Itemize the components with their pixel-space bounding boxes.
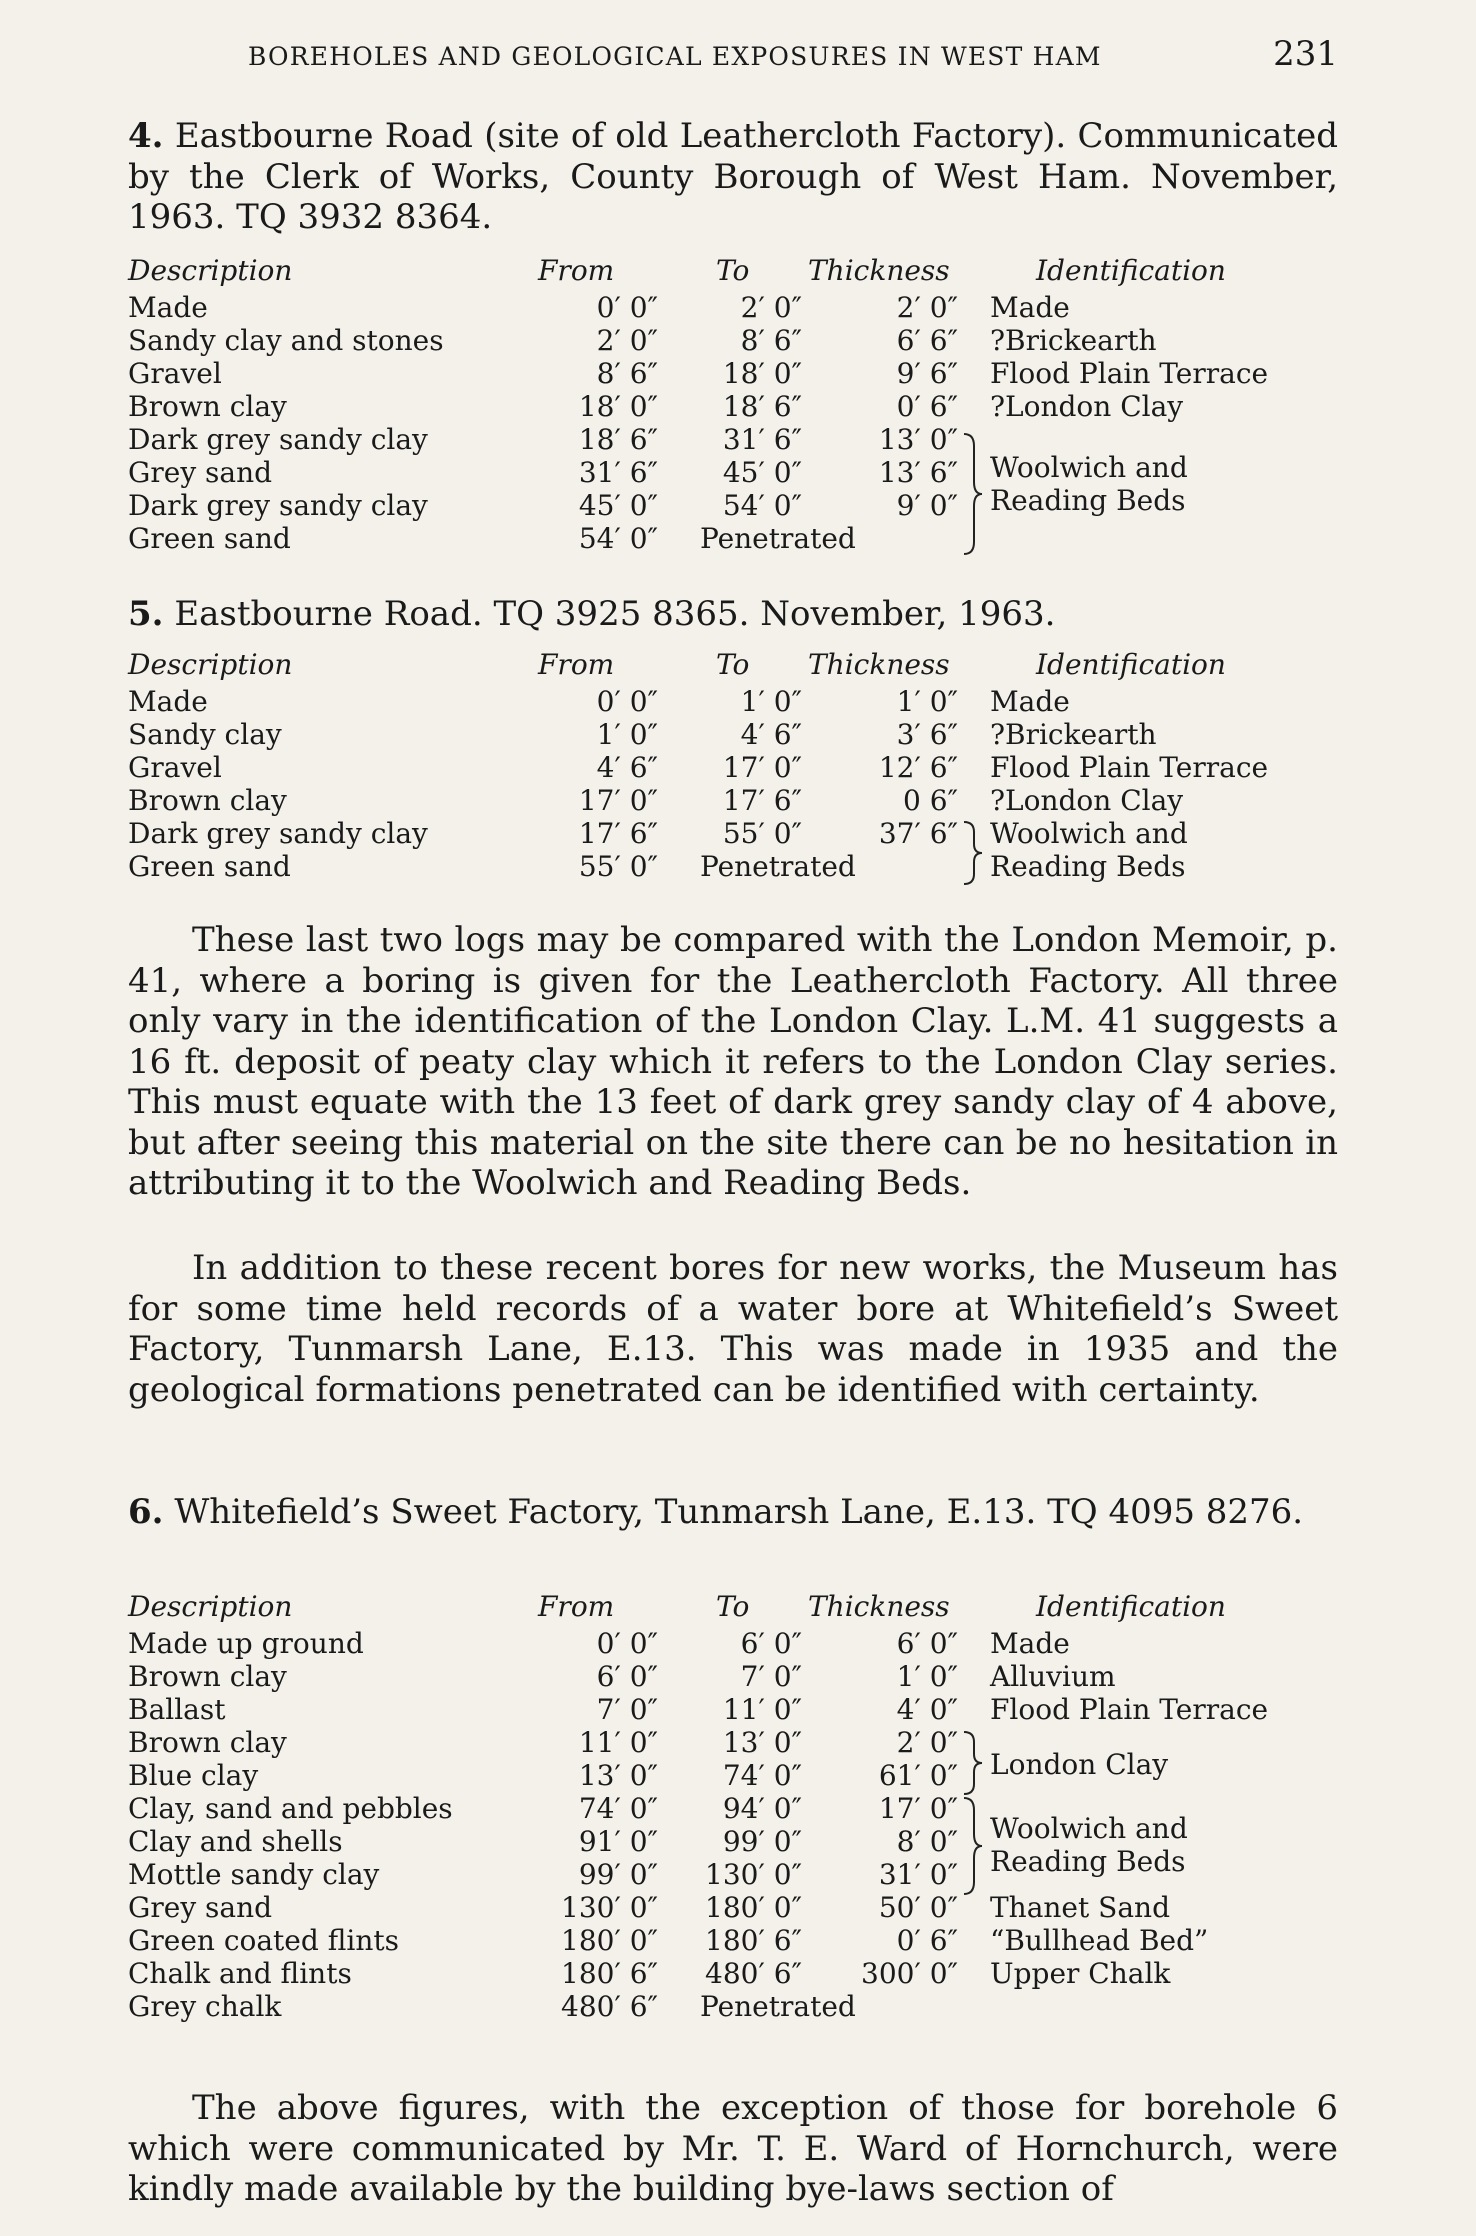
table-row bbox=[128, 324, 1348, 357]
cell-identification: ?Brickearth bbox=[990, 324, 1157, 357]
cell-description: Clay and shells bbox=[128, 1825, 343, 1858]
cell-thickness: 17′ 0″ bbox=[878, 1792, 958, 1825]
section-heading-text: Whitefield’s Sweet Factory, Tunmarsh Lane, E.13. TQ 4095 8276. bbox=[174, 1492, 1304, 1532]
cell-from: 17′ 0″ bbox=[578, 784, 658, 817]
cell-to: 8′ 6″ bbox=[740, 324, 802, 357]
table-row bbox=[128, 1693, 1348, 1726]
cell-description: Ballast bbox=[128, 1693, 226, 1726]
cell-from: 6′ 0″ bbox=[596, 1660, 658, 1693]
cell-thickness: 37′ 6″ bbox=[878, 817, 958, 850]
table-row bbox=[128, 751, 1348, 784]
cell-to: 1′ 0″ bbox=[740, 685, 802, 718]
paragraph-acknowledgement: The above figures, with the exception of those for borehole 6 which were communicated by Mr. T. E. Ward of Hornchurch, were kindly made available by the building bye-laws section of bbox=[128, 2088, 1338, 2209]
cell-to: 45′ 0″ bbox=[722, 456, 802, 489]
cell-description: Mottle sandy clay bbox=[128, 1858, 380, 1891]
table-row bbox=[128, 784, 1348, 817]
cell-from: 4′ 6″ bbox=[596, 751, 658, 784]
cell-from: 8′ 6″ bbox=[596, 357, 658, 390]
cell-from: 0′ 0″ bbox=[596, 1627, 658, 1660]
cell-description: Sandy clay and stones bbox=[128, 324, 444, 357]
cell-thickness: 13′ 6″ bbox=[878, 456, 958, 489]
section-heading-text: Eastbourne Road. TQ 3925 8365. November, 1963. bbox=[174, 594, 1056, 634]
cell-to: 480′ 6″ bbox=[705, 1957, 802, 1990]
cell-identification: Flood Plain Terrace bbox=[990, 357, 1269, 390]
cell-thickness: 1′ 0″ bbox=[896, 1660, 958, 1693]
cell-identification: Flood Plain Terrace bbox=[990, 751, 1269, 784]
column-header-identification: Identification bbox=[1036, 1590, 1226, 1623]
cell-from: 55′ 0″ bbox=[578, 850, 658, 883]
brace-icon bbox=[960, 820, 984, 886]
cell-to: 94′ 0″ bbox=[722, 1792, 802, 1825]
column-header-from: From bbox=[538, 254, 615, 287]
cell-to: 7′ 0″ bbox=[740, 1660, 802, 1693]
cell-to: 55′ 0″ bbox=[722, 817, 802, 850]
cell-to: 17′ 0″ bbox=[722, 751, 802, 784]
cell-thickness: 2′ 0″ bbox=[896, 1726, 958, 1759]
cell-to: 2′ 0″ bbox=[740, 291, 802, 324]
cell-thickness: 0′ 6″ bbox=[896, 390, 958, 423]
cell-penetrated: Penetrated bbox=[700, 1990, 856, 2023]
cell-identification: “Bullhead Bed” bbox=[990, 1924, 1209, 1957]
cell-thickness: 61′ 0″ bbox=[878, 1759, 958, 1792]
cell-identification: Alluvium bbox=[990, 1660, 1116, 1693]
cell-from: 180′ 6″ bbox=[561, 1957, 658, 1990]
cell-description: Chalk and flints bbox=[128, 1957, 352, 1990]
cell-from: 31′ 6″ bbox=[578, 456, 658, 489]
cell-from: 0′ 0″ bbox=[596, 291, 658, 324]
cell-thickness: 300′ 0″ bbox=[861, 1957, 958, 1990]
table-row bbox=[128, 1891, 1348, 1924]
cell-from: 54′ 0″ bbox=[578, 522, 658, 555]
cell-to: 11′ 0″ bbox=[722, 1693, 802, 1726]
group-ident-line: Woolwich and bbox=[990, 1812, 1188, 1845]
section-number: 4. bbox=[128, 116, 164, 156]
table-row bbox=[128, 685, 1348, 718]
group-ident-line: Woolwich and bbox=[990, 451, 1188, 484]
cell-from: 18′ 0″ bbox=[578, 390, 658, 423]
column-header-to: To bbox=[716, 254, 750, 287]
cell-identification: ?London Clay bbox=[990, 784, 1184, 817]
cell-to: 180′ 0″ bbox=[705, 1891, 802, 1924]
cell-thickness: 0′ 6″ bbox=[896, 1924, 958, 1957]
cell-thickness: 1′ 0″ bbox=[896, 685, 958, 718]
cell-thickness: 0 6″ bbox=[903, 784, 958, 817]
cell-from: 1′ 0″ bbox=[596, 718, 658, 751]
brace-icon bbox=[960, 1730, 984, 1796]
cell-identification: Made bbox=[990, 1627, 1070, 1660]
cell-description: Brown clay bbox=[128, 784, 287, 817]
column-header-to: To bbox=[716, 1590, 750, 1623]
cell-from: 11′ 0″ bbox=[578, 1726, 658, 1759]
table-row bbox=[128, 1924, 1348, 1957]
cell-description: Gravel bbox=[128, 357, 222, 390]
running-header bbox=[128, 34, 1338, 84]
column-header-description: Description bbox=[128, 254, 293, 287]
table-header-row bbox=[128, 1590, 1348, 1623]
group-ident-line: Reading Beds bbox=[990, 484, 1186, 517]
borehole-6-london-label: London Clay bbox=[990, 1748, 1169, 1781]
table-row bbox=[128, 1990, 1348, 2023]
cell-thickness: 3′ 6″ bbox=[896, 718, 958, 751]
cell-from: 180′ 0″ bbox=[561, 1924, 658, 1957]
cell-description: Brown clay bbox=[128, 390, 287, 423]
cell-identification: Upper Chalk bbox=[990, 1957, 1171, 1990]
cell-description: Gravel bbox=[128, 751, 222, 784]
cell-penetrated: Penetrated bbox=[700, 522, 856, 555]
cell-to: 17′ 6″ bbox=[722, 784, 802, 817]
cell-thickness: 4′ 0″ bbox=[896, 1693, 958, 1726]
cell-from: 99′ 0″ bbox=[578, 1858, 658, 1891]
cell-thickness: 12′ 6″ bbox=[878, 751, 958, 784]
cell-description: Dark grey sandy clay bbox=[128, 423, 428, 456]
group-ident-line: Reading Beds bbox=[990, 1845, 1186, 1878]
column-header-to: To bbox=[716, 648, 750, 681]
cell-identification: Flood Plain Terrace bbox=[990, 1693, 1269, 1726]
cell-description: Clay, sand and pebbles bbox=[128, 1792, 453, 1825]
page-number: 231 bbox=[1273, 34, 1338, 74]
cell-to: 6′ 0″ bbox=[740, 1627, 802, 1660]
column-header-description: Description bbox=[128, 648, 293, 681]
cell-from: 130′ 0″ bbox=[561, 1891, 658, 1924]
cell-thickness: 9′ 6″ bbox=[896, 357, 958, 390]
cell-to: 18′ 0″ bbox=[722, 357, 802, 390]
cell-from: 0′ 0″ bbox=[596, 685, 658, 718]
cell-thickness: 31′ 0″ bbox=[878, 1858, 958, 1891]
column-header-from: From bbox=[538, 648, 615, 681]
group-ident-line: Reading Beds bbox=[990, 850, 1186, 883]
cell-from: 7′ 0″ bbox=[596, 1693, 658, 1726]
table-row bbox=[128, 1660, 1348, 1693]
cell-description: Blue clay bbox=[128, 1759, 259, 1792]
cell-description: Brown clay bbox=[128, 1726, 287, 1759]
column-header-identification: Identification bbox=[1036, 648, 1226, 681]
cell-penetrated: Penetrated bbox=[700, 850, 856, 883]
table-row bbox=[128, 1957, 1348, 1990]
table-row bbox=[128, 291, 1348, 324]
cell-description: Dark grey sandy clay bbox=[128, 817, 428, 850]
cell-to: 180′ 6″ bbox=[705, 1924, 802, 1957]
cell-description: Green sand bbox=[128, 522, 291, 555]
column-header-thickness: Thickness bbox=[808, 1590, 950, 1623]
table-row bbox=[128, 1627, 1348, 1660]
table-header-row bbox=[128, 254, 1348, 287]
brace-icon bbox=[960, 432, 984, 556]
column-header-thickness: Thickness bbox=[808, 648, 950, 681]
cell-description: Green sand bbox=[128, 850, 291, 883]
cell-description: Grey sand bbox=[128, 1891, 273, 1924]
cell-from: 74′ 0″ bbox=[578, 1792, 658, 1825]
cell-thickness: 50′ 0″ bbox=[878, 1891, 958, 1924]
group-ident-line: Woolwich and bbox=[990, 817, 1188, 850]
cell-description: Grey chalk bbox=[128, 1990, 282, 2023]
cell-to: 99′ 0″ bbox=[722, 1825, 802, 1858]
cell-identification: ?London Clay bbox=[990, 390, 1184, 423]
cell-from: 480′ 6″ bbox=[561, 1990, 658, 2023]
paragraph-water-bore: In addition to these recent bores for new works, the Museum has for some time held records of a water bore at Whitefield’s Sweet Factory, Tunmarsh Lane, E.13. This was made in 1935 and the geological formations penetrated can be identified with certainty. bbox=[128, 1248, 1338, 1410]
cell-description: Made bbox=[128, 685, 208, 718]
column-header-description: Description bbox=[128, 1590, 293, 1623]
cell-identification: Made bbox=[990, 685, 1070, 718]
cell-from: 13′ 0″ bbox=[578, 1759, 658, 1792]
cell-thickness: 9′ 0″ bbox=[896, 489, 958, 522]
cell-from: 17′ 6″ bbox=[578, 817, 658, 850]
cell-to: 31′ 6″ bbox=[722, 423, 802, 456]
borehole-6-table bbox=[128, 1590, 1348, 2023]
cell-to: 4′ 6″ bbox=[740, 718, 802, 751]
cell-description: Grey sand bbox=[128, 456, 273, 489]
cell-description: Dark grey sandy clay bbox=[128, 489, 428, 522]
table-header-row bbox=[128, 648, 1348, 681]
table-row bbox=[128, 390, 1348, 423]
cell-thickness: 8′ 0″ bbox=[896, 1825, 958, 1858]
cell-to: 13′ 0″ bbox=[722, 1726, 802, 1759]
cell-from: 91′ 0″ bbox=[578, 1825, 658, 1858]
borehole-5-group-label bbox=[990, 817, 1188, 883]
cell-thickness: 13′ 0″ bbox=[878, 423, 958, 456]
cell-to: 130′ 0″ bbox=[705, 1858, 802, 1891]
cell-description: Made up ground bbox=[128, 1627, 364, 1660]
cell-from: 18′ 6″ bbox=[578, 423, 658, 456]
borehole-4-group-label bbox=[990, 451, 1188, 517]
cell-thickness: 2′ 0″ bbox=[896, 291, 958, 324]
cell-identification: Thanet Sand bbox=[990, 1891, 1170, 1924]
paragraph-london-memoir: These last two logs may be compared with the London Memoir, p. 41, where a boring is given for the Leathercloth Factory. All three only vary in the identification of the London Clay. L.M. 41 suggests a 16 ft. deposit of peaty clay which it refers to the London Clay series. This must equate with the 13 feet of dark grey sandy clay of 4 above, but after seeing this material on the site there can be no hesitation in attributing it to the Woolwich and Reading Beds. bbox=[128, 920, 1338, 1203]
section-5-heading bbox=[128, 594, 1338, 635]
section-number: 6. bbox=[128, 1492, 164, 1532]
cell-identification: Made bbox=[990, 291, 1070, 324]
cell-from: 45′ 0″ bbox=[578, 489, 658, 522]
cell-description: Brown clay bbox=[128, 1660, 287, 1693]
cell-to: 18′ 6″ bbox=[722, 390, 802, 423]
section-6-heading bbox=[128, 1492, 1338, 1533]
cell-description: Green coated flints bbox=[128, 1924, 399, 1957]
cell-thickness: 6′ 6″ bbox=[896, 324, 958, 357]
table-row bbox=[128, 357, 1348, 390]
cell-from: 2′ 0″ bbox=[596, 324, 658, 357]
section-number: 5. bbox=[128, 594, 164, 634]
section-4-heading bbox=[128, 116, 1338, 238]
cell-description: Sandy clay bbox=[128, 718, 282, 751]
column-header-thickness: Thickness bbox=[808, 254, 950, 287]
borehole-6-group-label bbox=[990, 1812, 1188, 1878]
cell-to: 74′ 0″ bbox=[722, 1759, 802, 1792]
column-header-from: From bbox=[538, 1590, 615, 1623]
table-row bbox=[128, 522, 1348, 555]
cell-description: Made bbox=[128, 291, 208, 324]
table-row bbox=[128, 718, 1348, 751]
column-header-identification: Identification bbox=[1036, 254, 1226, 287]
cell-to: 54′ 0″ bbox=[722, 489, 802, 522]
cell-thickness: 6′ 0″ bbox=[896, 1627, 958, 1660]
brace-icon bbox=[960, 1796, 984, 1896]
cell-identification: ?Brickearth bbox=[990, 718, 1157, 751]
section-heading-text: Eastbourne Road (site of old Leathercloth Factory). Communicated by the Clerk of Works, County Borough of West Ham. November, 1963. TQ 3932 8364. bbox=[128, 116, 1338, 237]
running-title: BOREHOLES AND GEOLOGICAL EXPOSURES IN WEST HAM bbox=[248, 42, 1102, 71]
